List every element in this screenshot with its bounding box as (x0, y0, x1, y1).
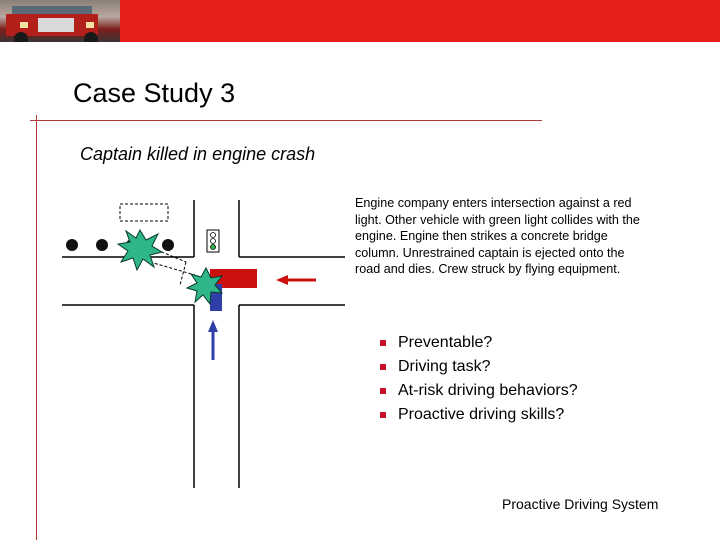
discussion-questions (380, 333, 578, 429)
list-item (380, 357, 578, 381)
incident-description: Engine company enters intersection against a red light. Other vehicle with green light collides with the engine. Engine then strikes a concrete bridge column. Unrestrained captain is ejected onto the road and dies. Crew struck by flying equipment. (355, 196, 640, 276)
engine-direction-arrow (276, 275, 316, 285)
bullet-text: Proactive driving skills? (398, 406, 565, 423)
slide-title: Case Study 3 (73, 78, 236, 108)
dashed-box (120, 204, 168, 221)
bullet-text: At-risk driving behaviors? (398, 382, 578, 399)
footer-text: Proactive Driving System (502, 496, 659, 512)
square-bullet-icon (380, 388, 386, 394)
slide-subtitle: Captain killed in engine crash (80, 144, 316, 164)
column-dot (66, 239, 78, 251)
list-item (380, 381, 578, 405)
list-item (380, 333, 578, 357)
column-dot (162, 239, 174, 251)
bullet-text: Preventable? (398, 334, 493, 351)
column-dot (96, 239, 108, 251)
vehicle-direction-arrow (208, 320, 218, 360)
square-bullet-icon (380, 364, 386, 370)
traffic-light-icon (207, 230, 219, 252)
square-bullet-icon (380, 340, 386, 346)
list-item (380, 405, 578, 429)
bullet-text: Driving task? (398, 358, 491, 375)
square-bullet-icon (380, 412, 386, 418)
